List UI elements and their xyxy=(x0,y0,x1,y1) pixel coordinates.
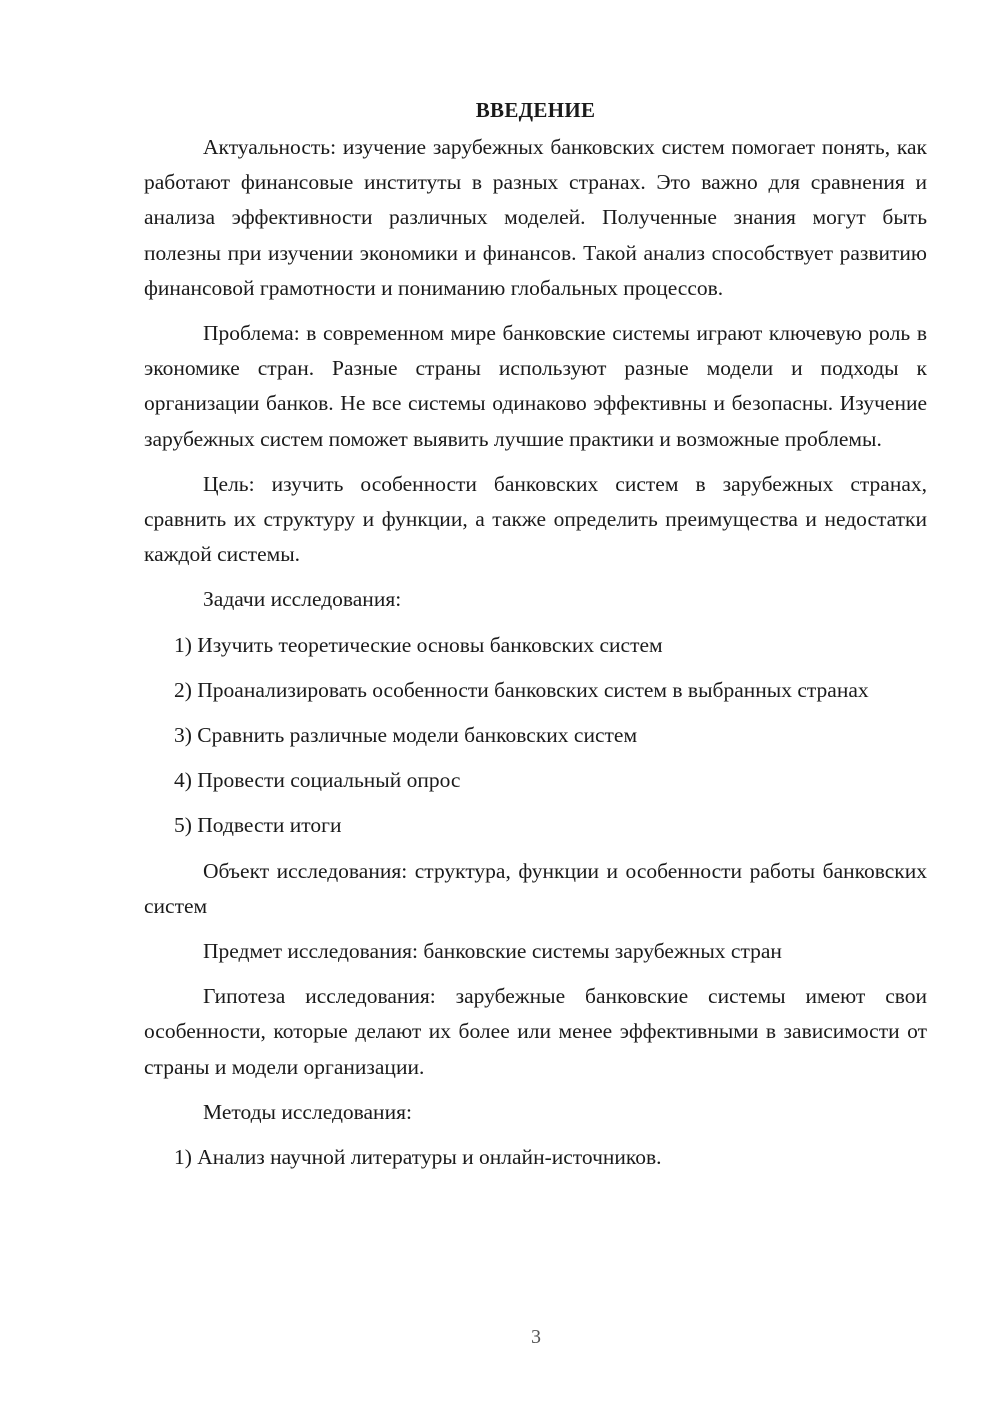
section-title: ВВЕДЕНИЕ xyxy=(475,98,596,122)
task-item: 1) Изучить теоретические основы банковских систем xyxy=(174,632,663,657)
task-item: 3) Сравнить различные модели банковских систем xyxy=(174,723,638,748)
method-item: 1) Анализ научной литературы и онлайн-источников. xyxy=(174,1145,662,1170)
task-item: 5) Подвести итоги xyxy=(174,813,342,838)
problem-paragraph: Проблема: в современном мире банковские системы играют ключевую роль в экономике стран. Разные страны используют разные модели и подходы к организации банков. Не все системы одинаково эффективны и безопасны. Изучение зарубежных систем поможет выявить лучшие практики и возможные проблемы. xyxy=(144,321,927,451)
hypothesis-paragraph: Гипотеза исследования: зарубежные банковские системы имеют свои особенности, которые делают их более или менее эффективными в зависимости от страны и модели организации. xyxy=(144,984,927,1079)
goal-paragraph: Цель: изучить особенности банковских систем в зарубежных странах, сравнить их структуру и функции, а также определить преимущества и недостатки каждой системы. xyxy=(144,471,927,567)
task-item: 4) Провести социальный опрос xyxy=(174,768,461,793)
relevance-paragraph: Актуальность: изучение зарубежных банковских систем помогает понять, как работают финансовые институты в разных странах. Это важно для сравнения и анализа эффективности различных моделей. Полученные знания могут быть полезны при изучении экономики и финансов. Такой анализ способствует развитию финансовой грамотности и пониманию глобальных процессов. xyxy=(144,135,927,300)
page-number: 3 xyxy=(531,1326,541,1348)
tasks-heading: Задачи исследования: xyxy=(203,587,402,612)
subject-paragraph: Предмет исследования: банковские системы зарубежных стран xyxy=(203,939,782,964)
object-paragraph: Объект исследования: структура, функции и особенности работы банковских систем xyxy=(144,858,927,918)
task-item: 2) Проанализировать особенности банковских систем в выбранных странах xyxy=(174,677,869,702)
methods-heading: Методы исследования: xyxy=(203,1099,412,1124)
page-content xyxy=(144,94,927,1185)
